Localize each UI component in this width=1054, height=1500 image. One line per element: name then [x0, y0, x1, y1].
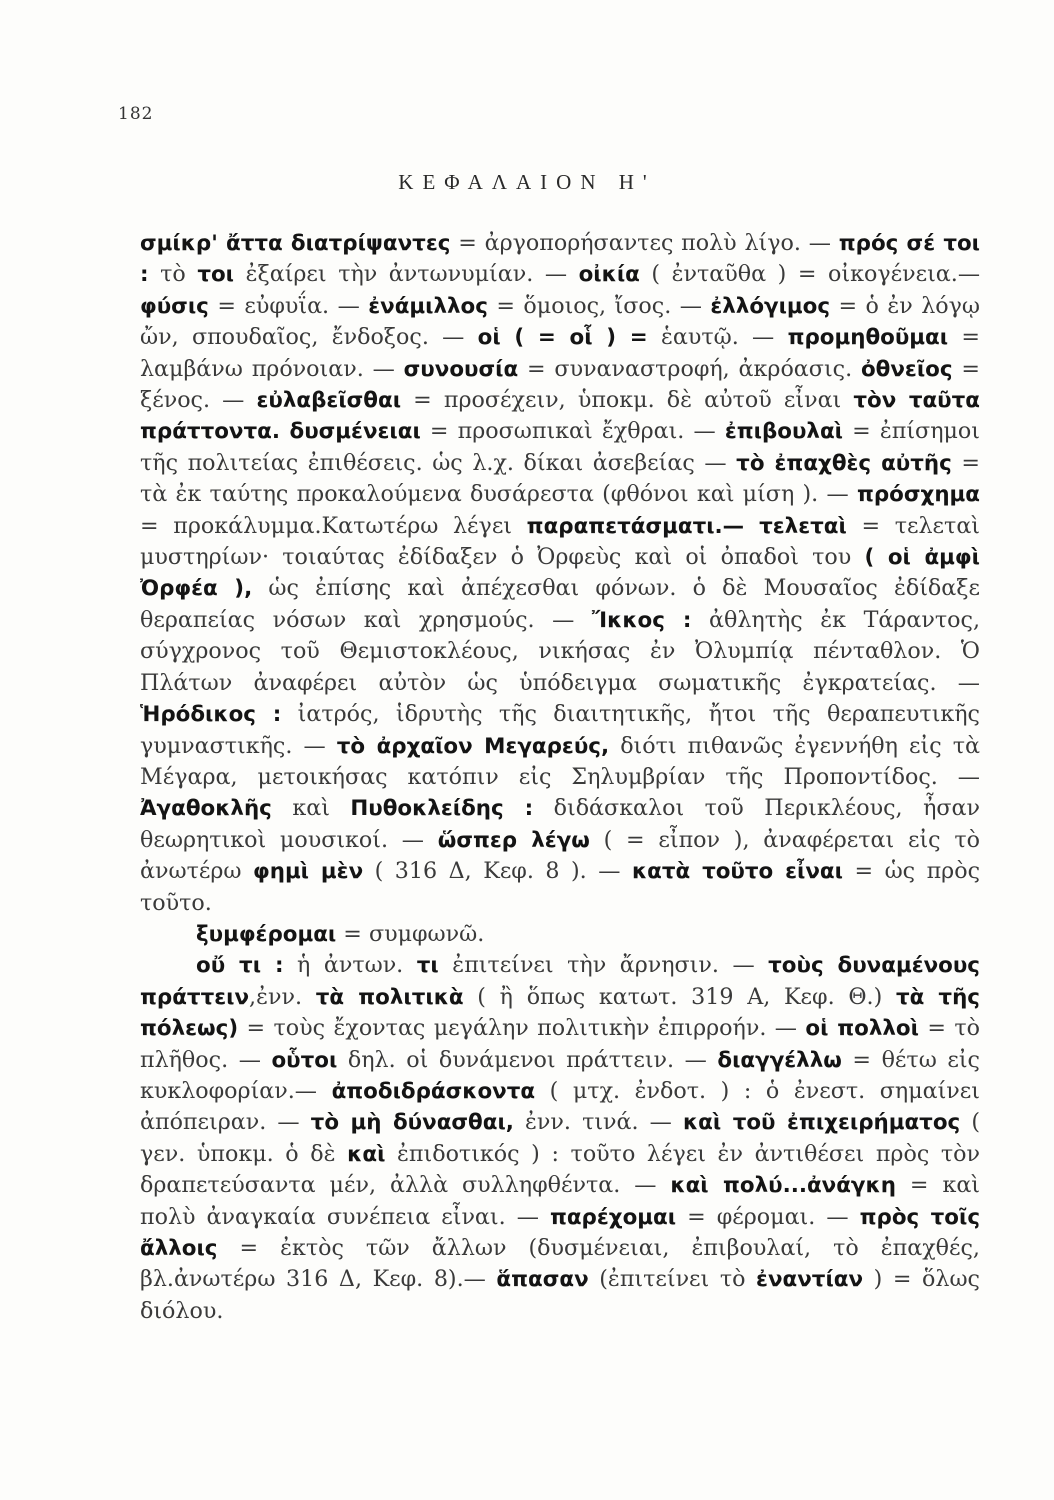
gloss-text: = ἐκτὸς τῶν ἄλλων (δυσμένειαι, ἐπιβουλαί, τὸ ἐπαχθές, βλ.ἀνωτέρω 316 Δ, Κεφ. 8).—: [140, 1235, 980, 1293]
lemma-term: καὶ πολύ...ἀνάγκη: [670, 1173, 896, 1199]
lemma-term: ἐναντίαν: [756, 1267, 864, 1293]
gloss-text: ἐπιδοτικός ) : τοῦτο λέγει ἐν ἀντιθέσει πρὸς τὸν δραπετεύσαντα μέν, ἀλλὰ συλληφθέντα. —: [140, 1140, 980, 1199]
lemma-term: παρέχομαι: [549, 1204, 677, 1230]
lemma-term: οὔ τι :: [196, 953, 284, 979]
gloss-text: καὶ: [271, 795, 351, 822]
gloss-text: ἑαυτῷ. —: [647, 324, 788, 351]
lemma-term: Πυθοκλείδης :: [350, 796, 534, 822]
lemma-term: Ἴκκος :: [591, 607, 692, 633]
gloss-text: = ὡς πρὸς τοῦτο.: [140, 858, 980, 916]
gloss-text: = λαμβάνω πρόνοιαν. —: [140, 324, 980, 382]
lemma-term: παραπετάσματι.— τελεταὶ: [526, 513, 847, 539]
lemma-term: τὸ ἀρχαῖον Μεγαρεύς,: [336, 733, 610, 759]
lemma-term: τι: [416, 953, 439, 979]
lemma-term: ἅπασαν: [496, 1267, 589, 1293]
body-text: [140, 228, 980, 1327]
lemma-term: ξυμφέρομαι: [196, 921, 337, 947]
gloss-text: = συμφωνῶ.: [336, 920, 485, 947]
gloss-text: διότι πιθανῶς ἐγεννήθη εἰς τὰ Μέγαρα, μετοικήσας κατόπιν εἰς Σηλυμβρίαν τῆς Προποντίδος. —: [140, 732, 980, 790]
gloss-text: ( 316 Δ, Κεφ. 8 ). —: [363, 858, 632, 885]
chapter-heading: ΚΕΦΑΛΑΙΟΝ Η': [398, 170, 656, 194]
page-number: 182: [118, 104, 154, 124]
lemma-term: Ἡρόδικος :: [140, 702, 282, 728]
lemma-term: ἐλλόγιμος: [710, 293, 831, 319]
lemma-term: ὀθνεῖος: [860, 356, 953, 382]
gloss-text: ,ἐνν.: [249, 983, 316, 1010]
lemma-term: σμίκρ' ἄττα διατρίψαντες: [140, 231, 451, 256]
gloss-text: = συναναστροφή, ἀκρόασις.: [518, 355, 861, 382]
lemma-term: εὐλαβεῖσθαι: [256, 388, 402, 414]
gloss-text: = θέτω εἰς κυκλοφορίαν.—: [140, 1046, 980, 1104]
lemma-term: οἱ πολλοὶ: [805, 1016, 919, 1042]
lemma-term: οὗτοι: [271, 1047, 338, 1073]
lemma-term: Ἀγαθοκλῆς: [140, 796, 272, 822]
gloss-text: = τελεταὶ μυστηρίων· τοιαύτας ἐδίδαξεν ὁ Ὀρφεὺς καὶ οἱ ὀπαδοὶ του: [140, 512, 981, 571]
lemma-term: τοι: [197, 262, 235, 288]
gloss-text: τὸ: [148, 261, 198, 288]
gloss-text: = ξένος. —: [140, 355, 980, 414]
gloss-text: ἡ ἀντων.: [283, 952, 417, 979]
lemma-term: ἀποδιδράσκοντα: [331, 1078, 536, 1104]
gloss-text: = εὐφυΐα. —: [208, 292, 369, 319]
paragraph: [140, 228, 980, 919]
lemma-term: ( οἱ ἀμφὶ Ὀρφέα ),: [140, 545, 980, 602]
paragraph: [140, 950, 980, 1327]
paragraph: [140, 919, 980, 950]
gloss-text: ἐξαίρει τὴν ἀντωνυμίαν. —: [234, 261, 579, 288]
gloss-text: = προσωπικαὶ ἔχθραι. —: [420, 418, 725, 445]
gloss-text: ( ἢ ὅπως κατωτ. 319 Α, Κεφ. Θ.): [463, 983, 896, 1010]
gloss-text: ἐπιτείνει τὴν ἄρνησιν. —: [438, 952, 769, 979]
lemma-term: οἰκία: [578, 262, 640, 288]
gloss-text: = προσέχειν, ὑποκμ. δὲ αὐτοῦ εἶναι: [401, 387, 854, 414]
lemma-term: πρὸς τοῖς ἄλλοις: [140, 1204, 981, 1261]
lemma-term: ὥσπερ λέγω: [437, 827, 590, 853]
lemma-term: τὰ πολιτικὰ: [315, 984, 464, 1010]
gloss-text: = καὶ πολὺ ἀναγκαία συνέπεια εἶναι. —: [140, 1172, 981, 1230]
lemma-term: φύσις: [140, 293, 209, 319]
gloss-text: ( μτχ. ἐνδοτ. ) : ὁ ἐνεστ. σημαίνει ἀπόπειραν. —: [140, 1077, 980, 1136]
gloss-text: ) = ὅλως διόλου.: [140, 1266, 980, 1324]
gloss-text: (ἐπιτείνει τὸ: [588, 1266, 757, 1293]
lemma-term: οἱ ( = οἷ ) =: [477, 325, 648, 351]
gloss-text: = τοὺς ἔχοντας μεγάλην πολιτικὴν ἐπιρροήν. —: [238, 1015, 806, 1042]
lemma-term: συνουσία: [403, 356, 519, 382]
gloss-text: ( = εἶπον ), ἀναφέρεται εἰς τὸ ἀνωτέρω: [140, 826, 980, 885]
lemma-term: καὶ: [347, 1141, 386, 1167]
lemma-term: ἐπιβουλαὶ: [724, 419, 843, 445]
gloss-text: διδάσκαλοι τοῦ Περικλέους, ἦσαν θεωρητικοὶ μουσικοί. —: [140, 795, 980, 853]
lemma-term: τὸ ἐπαχθὲς αὐτῆς: [736, 450, 952, 476]
gloss-text: = προκάλυμμα.Κατωτέρω λέγει: [140, 512, 527, 539]
gloss-text: = ἐπίσημοι τῆς πολιτείας ἐπιθέσεις. ὡς λ.χ. δίκαι ἀσεβείας —: [140, 418, 980, 476]
lemma-term: τοὺς δυναμένους πράττειν: [140, 953, 980, 1010]
lemma-term: καὶ τοῦ ἐπιχειρήματος: [682, 1110, 961, 1136]
gloss-text: = ἀργοπορήσαντες πολὺ λίγο. —: [450, 230, 839, 256]
gloss-text: ἀθλητὴς ἐκ Τάραντος, σύγχρονος τοῦ Θεμιστοκλέους, νικήσας ἐν Ὀλυμπίᾳ πένταθλον. Ὁ Πλάτων ἀναφέρει αὐτὸν ὡς ὑπόδειγμα σωματικῆς ἐγκρατείας. —: [140, 606, 981, 696]
lemma-term: τὸ μὴ δύνασθαι,: [310, 1110, 514, 1136]
lemma-term: κατὰ τοῦτο εἶναι: [631, 859, 843, 885]
gloss-text: ὡς ἐπίσης καὶ ἀπέχεσθαι φόνων. ὁ δὲ Μουσαῖος ἐδίδαξε θεραπείας νόσων καὶ χρησμούς. —: [140, 575, 980, 633]
lemma-term: πρός σέ τοι :: [140, 231, 981, 288]
gloss-text: ἐνν. τινά. —: [513, 1109, 683, 1136]
gloss-text: = τὰ ἐκ ταύτης προκαλούμενα δυσάρεστα (φθόνοι καὶ μίση ). —: [140, 449, 980, 508]
lemma-term: διαγγέλλω: [717, 1047, 842, 1073]
gloss-text: δηλ. οἱ δυνάμενοι πράττειν. —: [337, 1046, 718, 1073]
lemma-term: προμηθοῦμαι: [787, 325, 949, 351]
gloss-text: = ὅμοιος, ἴσος. —: [487, 292, 711, 319]
gloss-text: ἰατρός, ἱδρυτὴς τῆς διαιτητικῆς, ἤτοι τῆς θεραπευτικῆς γυμναστικῆς. —: [140, 701, 980, 759]
gloss-text: = τὸ πλῆθος. —: [140, 1015, 980, 1073]
lemma-term: ἐνάμιλλος: [368, 293, 488, 319]
lemma-term: φημὶ μὲν: [252, 859, 364, 885]
lemma-term: πρόσχημα: [856, 482, 980, 508]
gloss-text: = ὁ ἐν λόγῳ ὤν, σπουδαῖος, ἔνδοξος. —: [140, 292, 980, 351]
gloss-text: ( ἐνταῦθα ) = οἰκογένεια.—: [639, 261, 981, 288]
gloss-text: = φέρομαι. —: [676, 1203, 860, 1230]
gloss-text: ( γεν. ὑποκμ. ὁ δὲ: [140, 1109, 980, 1167]
lemma-term: τὸν ταῦτα πράττοντα. δυσμένειαι: [140, 388, 980, 445]
lemma-term: τὰ τῆς πόλεως): [140, 984, 980, 1042]
